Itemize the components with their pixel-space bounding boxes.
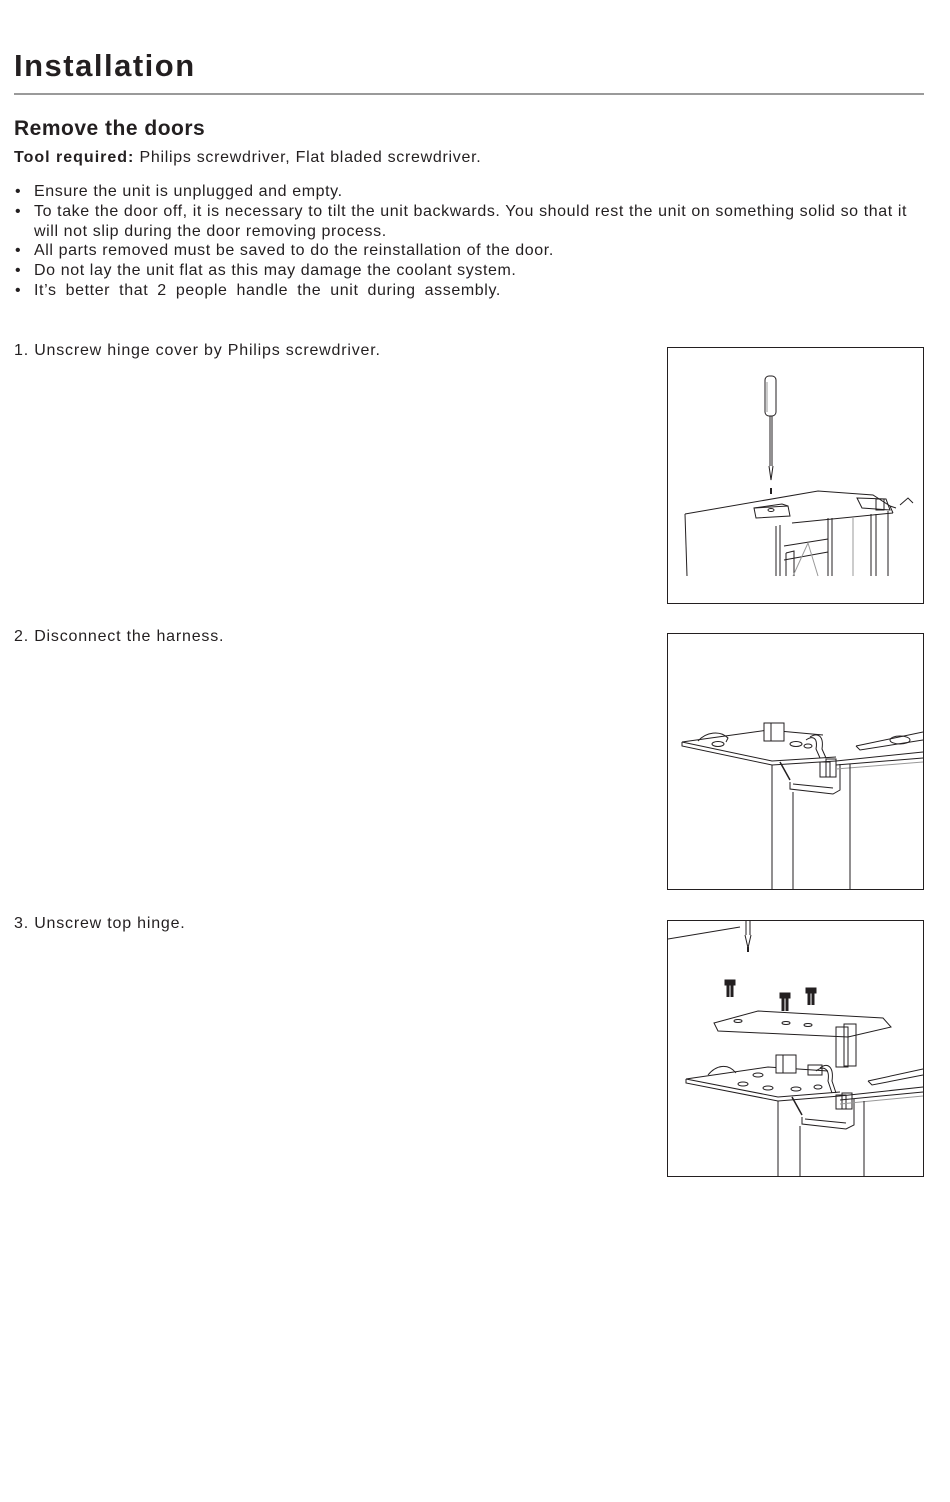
bullet-icon: • (15, 202, 22, 220)
list-item (14, 241, 924, 261)
precaution-list (14, 182, 924, 301)
bullet-icon: • (15, 262, 22, 280)
list-item (14, 202, 924, 242)
list-item (14, 182, 924, 202)
section-title: Remove the doors (14, 117, 206, 140)
step-3-illustration (667, 920, 924, 1177)
list-item-text: All parts removed must be saved to do the reinstallation of the door. (34, 242, 554, 260)
list-item-text: Do not lay the unit flat as this may damage the coolant system. (34, 262, 517, 280)
tool-requirement (14, 148, 481, 168)
bullet-icon: • (15, 242, 22, 260)
list-item-text: Ensure the unit is unplugged and empty. (34, 183, 343, 200)
list-item (14, 281, 924, 301)
title-divider (14, 93, 924, 95)
step-1-text: 1. Unscrew hinge cover by Philips screwdriver. (14, 342, 381, 359)
step-3-text: 3. Unscrew top hinge. (14, 915, 186, 932)
list-item-text: It’s better that 2 people handle the unit during assembly. (34, 281, 501, 299)
step-2-illustration (667, 633, 924, 890)
tool-label: Tool required: (14, 149, 135, 166)
step-2-text: 2. Disconnect the harness. (14, 628, 225, 645)
page-title: Installation (14, 48, 196, 83)
list-item (14, 261, 924, 281)
list-item-text: To take the door off, it is necessary to tilt the unit backwards. You should rest the unit on something solid so that it will not slip during the door removing process. (34, 202, 908, 240)
tool-value: Philips screwdriver, Flat bladed screwdriver. (134, 149, 482, 166)
step-1-illustration (667, 347, 924, 604)
bullet-icon: • (15, 281, 22, 299)
bullet-icon: • (15, 183, 22, 200)
